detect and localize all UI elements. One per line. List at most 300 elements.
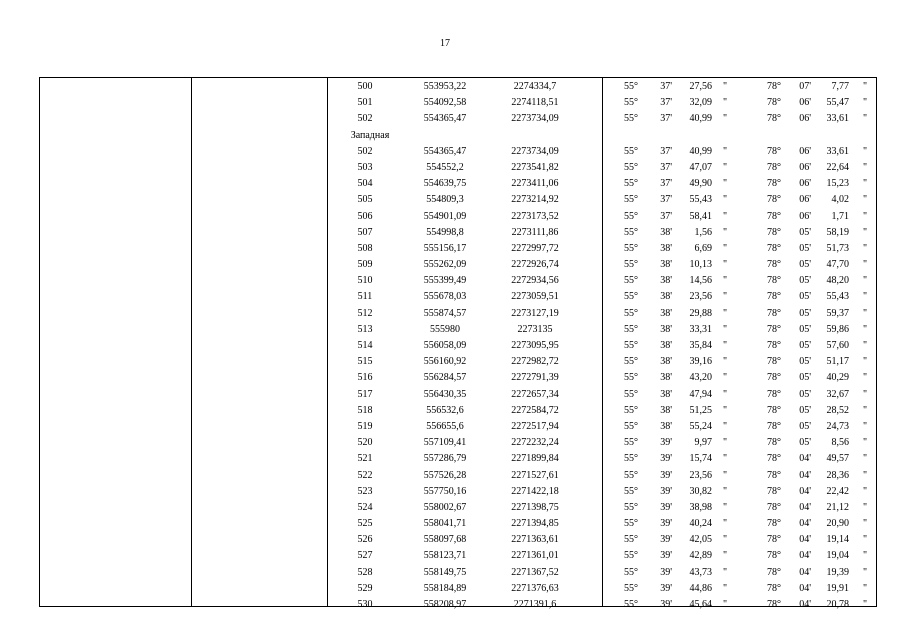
x-coordinate: 555399,49 — [423, 275, 467, 287]
lat-seconds-mark: " — [723, 259, 728, 271]
lat-seconds-mark: " — [723, 323, 728, 335]
lat-seconds: 15,74 — [689, 453, 712, 465]
lon-seconds-mark: " — [863, 582, 868, 594]
point-number: 513 — [357, 323, 373, 335]
lon-seconds: 59,86 — [826, 323, 849, 335]
lat-minutes: 37' — [660, 81, 672, 92]
y-coordinate: 2273173,52 — [511, 210, 559, 222]
lat-seconds: 55,24 — [689, 420, 712, 432]
lat-seconds: 1,56 — [694, 226, 712, 238]
table-row — [40, 403, 876, 419]
lon-minutes: 04' — [799, 453, 811, 465]
lon-seconds: 19,39 — [826, 566, 849, 578]
lon-degrees: 78° — [767, 275, 781, 287]
x-coordinate: 558041,71 — [423, 518, 467, 530]
lat-minutes: 39' — [660, 437, 672, 449]
lat-seconds-mark: " — [723, 469, 728, 481]
lat-seconds: 6,69 — [694, 242, 712, 254]
lat-seconds-mark: " — [723, 501, 728, 513]
lon-degrees: 78° — [767, 372, 781, 384]
lon-seconds-mark: " — [863, 469, 868, 481]
lat-seconds-mark: " — [723, 161, 728, 173]
point-number: 514 — [357, 340, 373, 351]
point-number: 515 — [357, 356, 373, 368]
lat-seconds-mark: " — [723, 420, 728, 432]
point-number: 503 — [357, 161, 373, 173]
lon-degrees: 78° — [767, 501, 781, 513]
lon-seconds: 20,90 — [826, 518, 849, 530]
x-coordinate: 554809,3 — [426, 194, 464, 206]
lon-seconds-mark: " — [863, 145, 868, 157]
lon-seconds: 55,47 — [826, 97, 849, 109]
lat-seconds-mark: " — [723, 404, 728, 416]
lat-minutes: 39' — [660, 469, 672, 481]
x-coordinate: 557750,16 — [423, 485, 467, 497]
lon-seconds-mark: " — [863, 356, 868, 368]
x-coordinate: 556284,57 — [423, 372, 467, 384]
lon-seconds-mark: " — [863, 388, 868, 400]
lon-seconds-mark: " — [863, 323, 868, 335]
lat-degrees: 55° — [624, 259, 638, 271]
lon-minutes: 05' — [799, 291, 811, 303]
x-coordinate: 555874,57 — [423, 307, 467, 319]
lon-degrees: 78° — [767, 307, 781, 319]
table-row — [40, 144, 876, 160]
y-coordinate: 2272657,34 — [511, 388, 559, 400]
point-number: 508 — [357, 242, 373, 254]
lon-seconds: 22,42 — [826, 485, 849, 497]
lon-minutes: 06' — [799, 210, 811, 222]
lat-seconds-mark: " — [723, 388, 728, 400]
lon-minutes: 04' — [799, 566, 811, 578]
lat-minutes: 38' — [660, 372, 672, 384]
lon-seconds-mark: " — [863, 242, 868, 254]
lat-seconds: 58,41 — [689, 210, 712, 222]
table-row — [40, 225, 876, 241]
lon-minutes: 05' — [799, 259, 811, 271]
lat-seconds-mark: " — [723, 534, 728, 546]
x-coordinate: 554365,47 — [423, 113, 467, 125]
table-row — [40, 257, 876, 273]
lat-degrees: 55° — [624, 275, 638, 287]
table-row — [40, 370, 876, 386]
table-row — [40, 516, 876, 532]
table-row — [40, 306, 876, 322]
lon-minutes: 05' — [799, 226, 811, 238]
lon-degrees: 78° — [767, 453, 781, 465]
lon-seconds: 40,29 — [826, 372, 849, 384]
lat-minutes: 39' — [660, 582, 672, 594]
lat-seconds: 38,98 — [689, 501, 712, 513]
lat-seconds: 32,09 — [689, 97, 712, 109]
y-coordinate: 2271899,84 — [511, 453, 559, 465]
x-coordinate: 555262,09 — [423, 259, 467, 271]
lat-degrees: 55° — [624, 453, 638, 465]
lat-minutes: 37' — [660, 145, 672, 157]
lon-seconds: 59,37 — [826, 307, 849, 319]
table-row — [40, 79, 876, 95]
table-row — [40, 354, 876, 370]
point-number: 502 — [357, 113, 373, 125]
x-coordinate: 556160,92 — [423, 356, 467, 368]
table-row — [40, 581, 876, 597]
lon-seconds: 19,91 — [826, 582, 849, 594]
lat-seconds: 42,89 — [689, 550, 712, 562]
table-row — [40, 500, 876, 516]
lon-seconds: 28,36 — [826, 469, 849, 481]
lat-degrees: 55° — [624, 372, 638, 384]
lon-degrees: 78° — [767, 194, 781, 206]
lon-degrees: 78° — [767, 210, 781, 222]
lat-seconds-mark: " — [723, 437, 728, 449]
point-number: 522 — [357, 469, 373, 481]
x-coordinate: 554901,09 — [423, 210, 467, 222]
x-coordinate: 554639,75 — [423, 178, 467, 190]
lat-seconds-mark: " — [723, 242, 728, 254]
x-coordinate: 553953,22 — [423, 81, 467, 92]
y-coordinate: 2271527,61 — [511, 469, 559, 481]
y-coordinate: 2274118,51 — [511, 97, 559, 109]
coordinates-table — [39, 77, 877, 610]
y-coordinate: 2273214,92 — [511, 194, 559, 206]
lon-degrees: 78° — [767, 145, 781, 157]
lat-seconds: 44,86 — [689, 582, 712, 594]
lat-seconds-mark: " — [723, 194, 728, 206]
y-coordinate: 2272997,72 — [511, 242, 559, 254]
lon-seconds-mark: " — [863, 210, 868, 222]
point-number: 529 — [357, 582, 373, 594]
lat-degrees: 55° — [624, 145, 638, 157]
lat-minutes: 37' — [660, 97, 672, 109]
x-coordinate: 556430,35 — [423, 388, 467, 400]
lat-degrees: 55° — [624, 437, 638, 449]
lon-degrees: 78° — [767, 340, 781, 351]
lat-degrees: 55° — [624, 242, 638, 254]
y-coordinate: 2273059,51 — [511, 291, 559, 303]
lon-degrees: 78° — [767, 291, 781, 303]
lon-minutes: 05' — [799, 404, 811, 416]
lat-seconds-mark: " — [723, 582, 728, 594]
y-coordinate: 2271363,61 — [511, 534, 559, 546]
lat-seconds-mark: " — [723, 550, 728, 562]
lat-seconds: 42,05 — [689, 534, 712, 546]
lon-degrees: 78° — [767, 404, 781, 416]
lon-degrees: 78° — [767, 518, 781, 530]
y-coordinate: 2272791,39 — [511, 372, 559, 384]
lat-seconds: 9,97 — [694, 437, 712, 449]
point-number: 520 — [357, 437, 373, 449]
lat-minutes: 38' — [660, 226, 672, 238]
lat-seconds-mark: " — [723, 307, 728, 319]
lon-seconds: 21,12 — [826, 501, 849, 513]
y-coordinate: 2272934,56 — [511, 275, 559, 287]
table-row — [40, 338, 876, 354]
lon-degrees: 78° — [767, 242, 781, 254]
page-number: 17 — [440, 38, 450, 49]
lat-seconds: 14,56 — [689, 275, 712, 287]
x-coordinate: 556655,6 — [426, 420, 464, 432]
lat-minutes: 37' — [660, 178, 672, 190]
lon-minutes: 04' — [799, 485, 811, 497]
table-row — [40, 468, 876, 484]
y-coordinate: 2272926,74 — [511, 259, 559, 271]
lon-seconds-mark: " — [863, 518, 868, 530]
table-row — [40, 548, 876, 564]
lon-seconds: 8,56 — [831, 437, 849, 449]
lon-minutes: 06' — [799, 145, 811, 157]
point-number: 511 — [357, 291, 373, 303]
lat-seconds-mark: " — [723, 356, 728, 368]
x-coordinate: 555156,17 — [423, 242, 467, 254]
lon-minutes: 07' — [799, 81, 811, 92]
lat-seconds: 43,20 — [689, 372, 712, 384]
y-coordinate: 2273734,09 — [511, 145, 559, 157]
point-number: 510 — [357, 275, 373, 287]
y-coordinate: 2274334,7 — [513, 81, 557, 92]
lon-seconds-mark: " — [863, 194, 868, 206]
lat-degrees: 55° — [624, 469, 638, 481]
lat-minutes: 38' — [660, 356, 672, 368]
lat-minutes: 37' — [660, 113, 672, 125]
lon-minutes: 05' — [799, 388, 811, 400]
lon-degrees: 78° — [767, 582, 781, 594]
lon-degrees: 78° — [767, 566, 781, 578]
point-number: 517 — [357, 388, 373, 400]
lon-minutes: 05' — [799, 242, 811, 254]
table-row — [40, 209, 876, 225]
lon-degrees: 78° — [767, 161, 781, 173]
lon-minutes: 06' — [799, 194, 811, 206]
lat-seconds-mark: " — [723, 599, 728, 610]
point-number: 528 — [357, 566, 373, 578]
x-coordinate: 556532,6 — [426, 404, 464, 416]
table-row — [40, 322, 876, 338]
x-coordinate: 556058,09 — [423, 340, 467, 351]
y-coordinate: 2272584,72 — [511, 404, 559, 416]
y-coordinate: 2273411,06 — [511, 178, 559, 190]
y-coordinate: 2271394,85 — [511, 518, 559, 530]
lat-degrees: 55° — [624, 323, 638, 335]
lat-seconds: 27,56 — [689, 81, 712, 92]
table-row — [40, 160, 876, 176]
lat-degrees: 55° — [624, 81, 638, 92]
lat-minutes: 37' — [660, 210, 672, 222]
lon-degrees: 78° — [767, 226, 781, 238]
lon-seconds-mark: " — [863, 259, 868, 271]
lon-seconds: 19,14 — [826, 534, 849, 546]
point-number: 504 — [357, 178, 373, 190]
lon-minutes: 04' — [799, 518, 811, 530]
point-number: 530 — [357, 599, 373, 610]
table-row — [40, 95, 876, 111]
point-number: 524 — [357, 501, 373, 513]
lat-seconds-mark: " — [723, 518, 728, 530]
lon-seconds: 19,04 — [826, 550, 849, 562]
lon-minutes: 04' — [799, 599, 811, 610]
y-coordinate: 2271361,01 — [511, 550, 559, 562]
lat-seconds: 40,24 — [689, 518, 712, 530]
lat-seconds: 47,07 — [689, 161, 712, 173]
table-row — [40, 273, 876, 289]
y-coordinate: 2271391,6 — [513, 599, 557, 610]
lat-degrees: 55° — [624, 599, 638, 610]
lon-degrees: 78° — [767, 356, 781, 368]
lon-minutes: 06' — [799, 113, 811, 125]
lon-seconds-mark: " — [863, 599, 868, 610]
lat-seconds: 47,94 — [689, 388, 712, 400]
lat-seconds-mark: " — [723, 210, 728, 222]
lat-seconds-mark: " — [723, 275, 728, 287]
lon-seconds: 58,19 — [826, 226, 849, 238]
lat-minutes: 39' — [660, 566, 672, 578]
point-number: 509 — [357, 259, 373, 271]
lon-minutes: 04' — [799, 534, 811, 546]
lon-seconds: 33,61 — [826, 113, 849, 125]
x-coordinate: 555678,03 — [423, 291, 467, 303]
lat-degrees: 55° — [624, 307, 638, 319]
lon-seconds: 51,73 — [826, 242, 849, 254]
x-coordinate: 557286,79 — [423, 453, 467, 465]
lon-seconds: 48,20 — [826, 275, 849, 287]
lat-seconds: 33,31 — [689, 323, 712, 335]
lat-minutes: 39' — [660, 501, 672, 513]
lat-degrees: 55° — [624, 518, 638, 530]
lon-degrees: 78° — [767, 97, 781, 109]
lat-seconds-mark: " — [723, 113, 728, 125]
lon-seconds: 57,60 — [826, 340, 849, 351]
lon-seconds-mark: " — [863, 226, 868, 238]
lat-degrees: 55° — [624, 404, 638, 416]
lat-seconds-mark: " — [723, 485, 728, 497]
lon-seconds-mark: " — [863, 113, 868, 125]
lon-seconds-mark: " — [863, 161, 868, 173]
y-coordinate: 2271422,18 — [511, 485, 559, 497]
lat-minutes: 38' — [660, 242, 672, 254]
y-coordinate: 2272517,94 — [511, 420, 559, 432]
lon-minutes: 06' — [799, 161, 811, 173]
table-row — [40, 111, 876, 127]
lat-degrees: 55° — [624, 501, 638, 513]
lat-degrees: 55° — [624, 291, 638, 303]
lon-seconds-mark: " — [863, 291, 868, 303]
lat-minutes: 37' — [660, 161, 672, 173]
x-coordinate: 558097,68 — [423, 534, 467, 546]
lat-minutes: 37' — [660, 194, 672, 206]
point-number: 523 — [357, 485, 373, 497]
y-coordinate: 2273127,19 — [511, 307, 559, 319]
lon-degrees: 78° — [767, 469, 781, 481]
lat-degrees: 55° — [624, 97, 638, 109]
lon-seconds: 51,17 — [826, 356, 849, 368]
lat-seconds: 40,99 — [689, 113, 712, 125]
lon-minutes: 05' — [799, 420, 811, 432]
lon-seconds: 47,70 — [826, 259, 849, 271]
x-coordinate: 558184,89 — [423, 582, 467, 594]
lon-seconds: 28,52 — [826, 404, 849, 416]
lat-degrees: 55° — [624, 388, 638, 400]
lon-seconds: 32,67 — [826, 388, 849, 400]
lon-degrees: 78° — [767, 550, 781, 562]
lon-minutes: 05' — [799, 340, 811, 351]
lat-seconds-mark: " — [723, 145, 728, 157]
lon-minutes: 05' — [799, 372, 811, 384]
lon-seconds: 22,64 — [826, 161, 849, 173]
lat-degrees: 55° — [624, 582, 638, 594]
lon-degrees: 78° — [767, 485, 781, 497]
lon-seconds-mark: " — [863, 485, 868, 497]
table-row — [40, 387, 876, 403]
lon-seconds-mark: " — [863, 453, 868, 465]
x-coordinate: 554998,8 — [426, 226, 464, 238]
lat-seconds-mark: " — [723, 566, 728, 578]
point-number: 518 — [357, 404, 373, 416]
lat-minutes: 38' — [660, 323, 672, 335]
lat-minutes: 39' — [660, 550, 672, 562]
lon-minutes: 05' — [799, 275, 811, 287]
lon-seconds-mark: " — [863, 550, 868, 562]
lon-minutes: 05' — [799, 307, 811, 319]
lat-minutes: 38' — [660, 291, 672, 303]
lon-minutes: 06' — [799, 178, 811, 190]
lon-seconds-mark: " — [863, 566, 868, 578]
lat-seconds: 23,56 — [689, 469, 712, 481]
y-coordinate: 2273135 — [517, 323, 553, 335]
lon-minutes: 05' — [799, 356, 811, 368]
point-number: 500 — [357, 81, 373, 92]
lat-seconds-mark: " — [723, 226, 728, 238]
point-number: 521 — [357, 453, 373, 465]
x-coordinate: 558002,67 — [423, 501, 467, 513]
lon-seconds-mark: " — [863, 420, 868, 432]
lon-degrees: 78° — [767, 178, 781, 190]
point-number: 507 — [357, 226, 373, 238]
lat-minutes: 38' — [660, 340, 672, 351]
lat-seconds: 43,73 — [689, 566, 712, 578]
table-row — [40, 484, 876, 500]
lat-degrees: 55° — [624, 161, 638, 173]
lat-degrees: 55° — [624, 194, 638, 206]
point-number: 512 — [357, 307, 373, 319]
lat-seconds: 35,84 — [689, 340, 712, 351]
table-row — [40, 289, 876, 305]
lon-minutes: 04' — [799, 501, 811, 513]
lat-degrees: 55° — [624, 340, 638, 351]
lon-degrees: 78° — [767, 420, 781, 432]
point-number: 526 — [357, 534, 373, 546]
lat-minutes: 38' — [660, 404, 672, 416]
section-label: Западная — [350, 129, 390, 141]
lon-seconds-mark: " — [863, 340, 868, 351]
x-coordinate: 555980 — [430, 323, 460, 335]
lon-degrees: 78° — [767, 388, 781, 400]
lon-degrees: 78° — [767, 113, 781, 125]
lat-seconds-mark: " — [723, 291, 728, 303]
lon-seconds: 20,78 — [826, 599, 849, 610]
lat-degrees: 55° — [624, 178, 638, 190]
section-row — [40, 128, 876, 144]
table-row — [40, 597, 876, 613]
y-coordinate: 2273111,86 — [511, 226, 559, 238]
x-coordinate: 557526,28 — [423, 469, 467, 481]
y-coordinate: 2273541,82 — [511, 161, 559, 173]
lat-degrees: 55° — [624, 113, 638, 125]
lon-seconds-mark: " — [863, 178, 868, 190]
y-coordinate: 2272232,24 — [511, 437, 559, 449]
lat-minutes: 38' — [660, 307, 672, 319]
lat-degrees: 55° — [624, 356, 638, 368]
lon-degrees: 78° — [767, 599, 781, 610]
lat-seconds: 55,43 — [689, 194, 712, 206]
